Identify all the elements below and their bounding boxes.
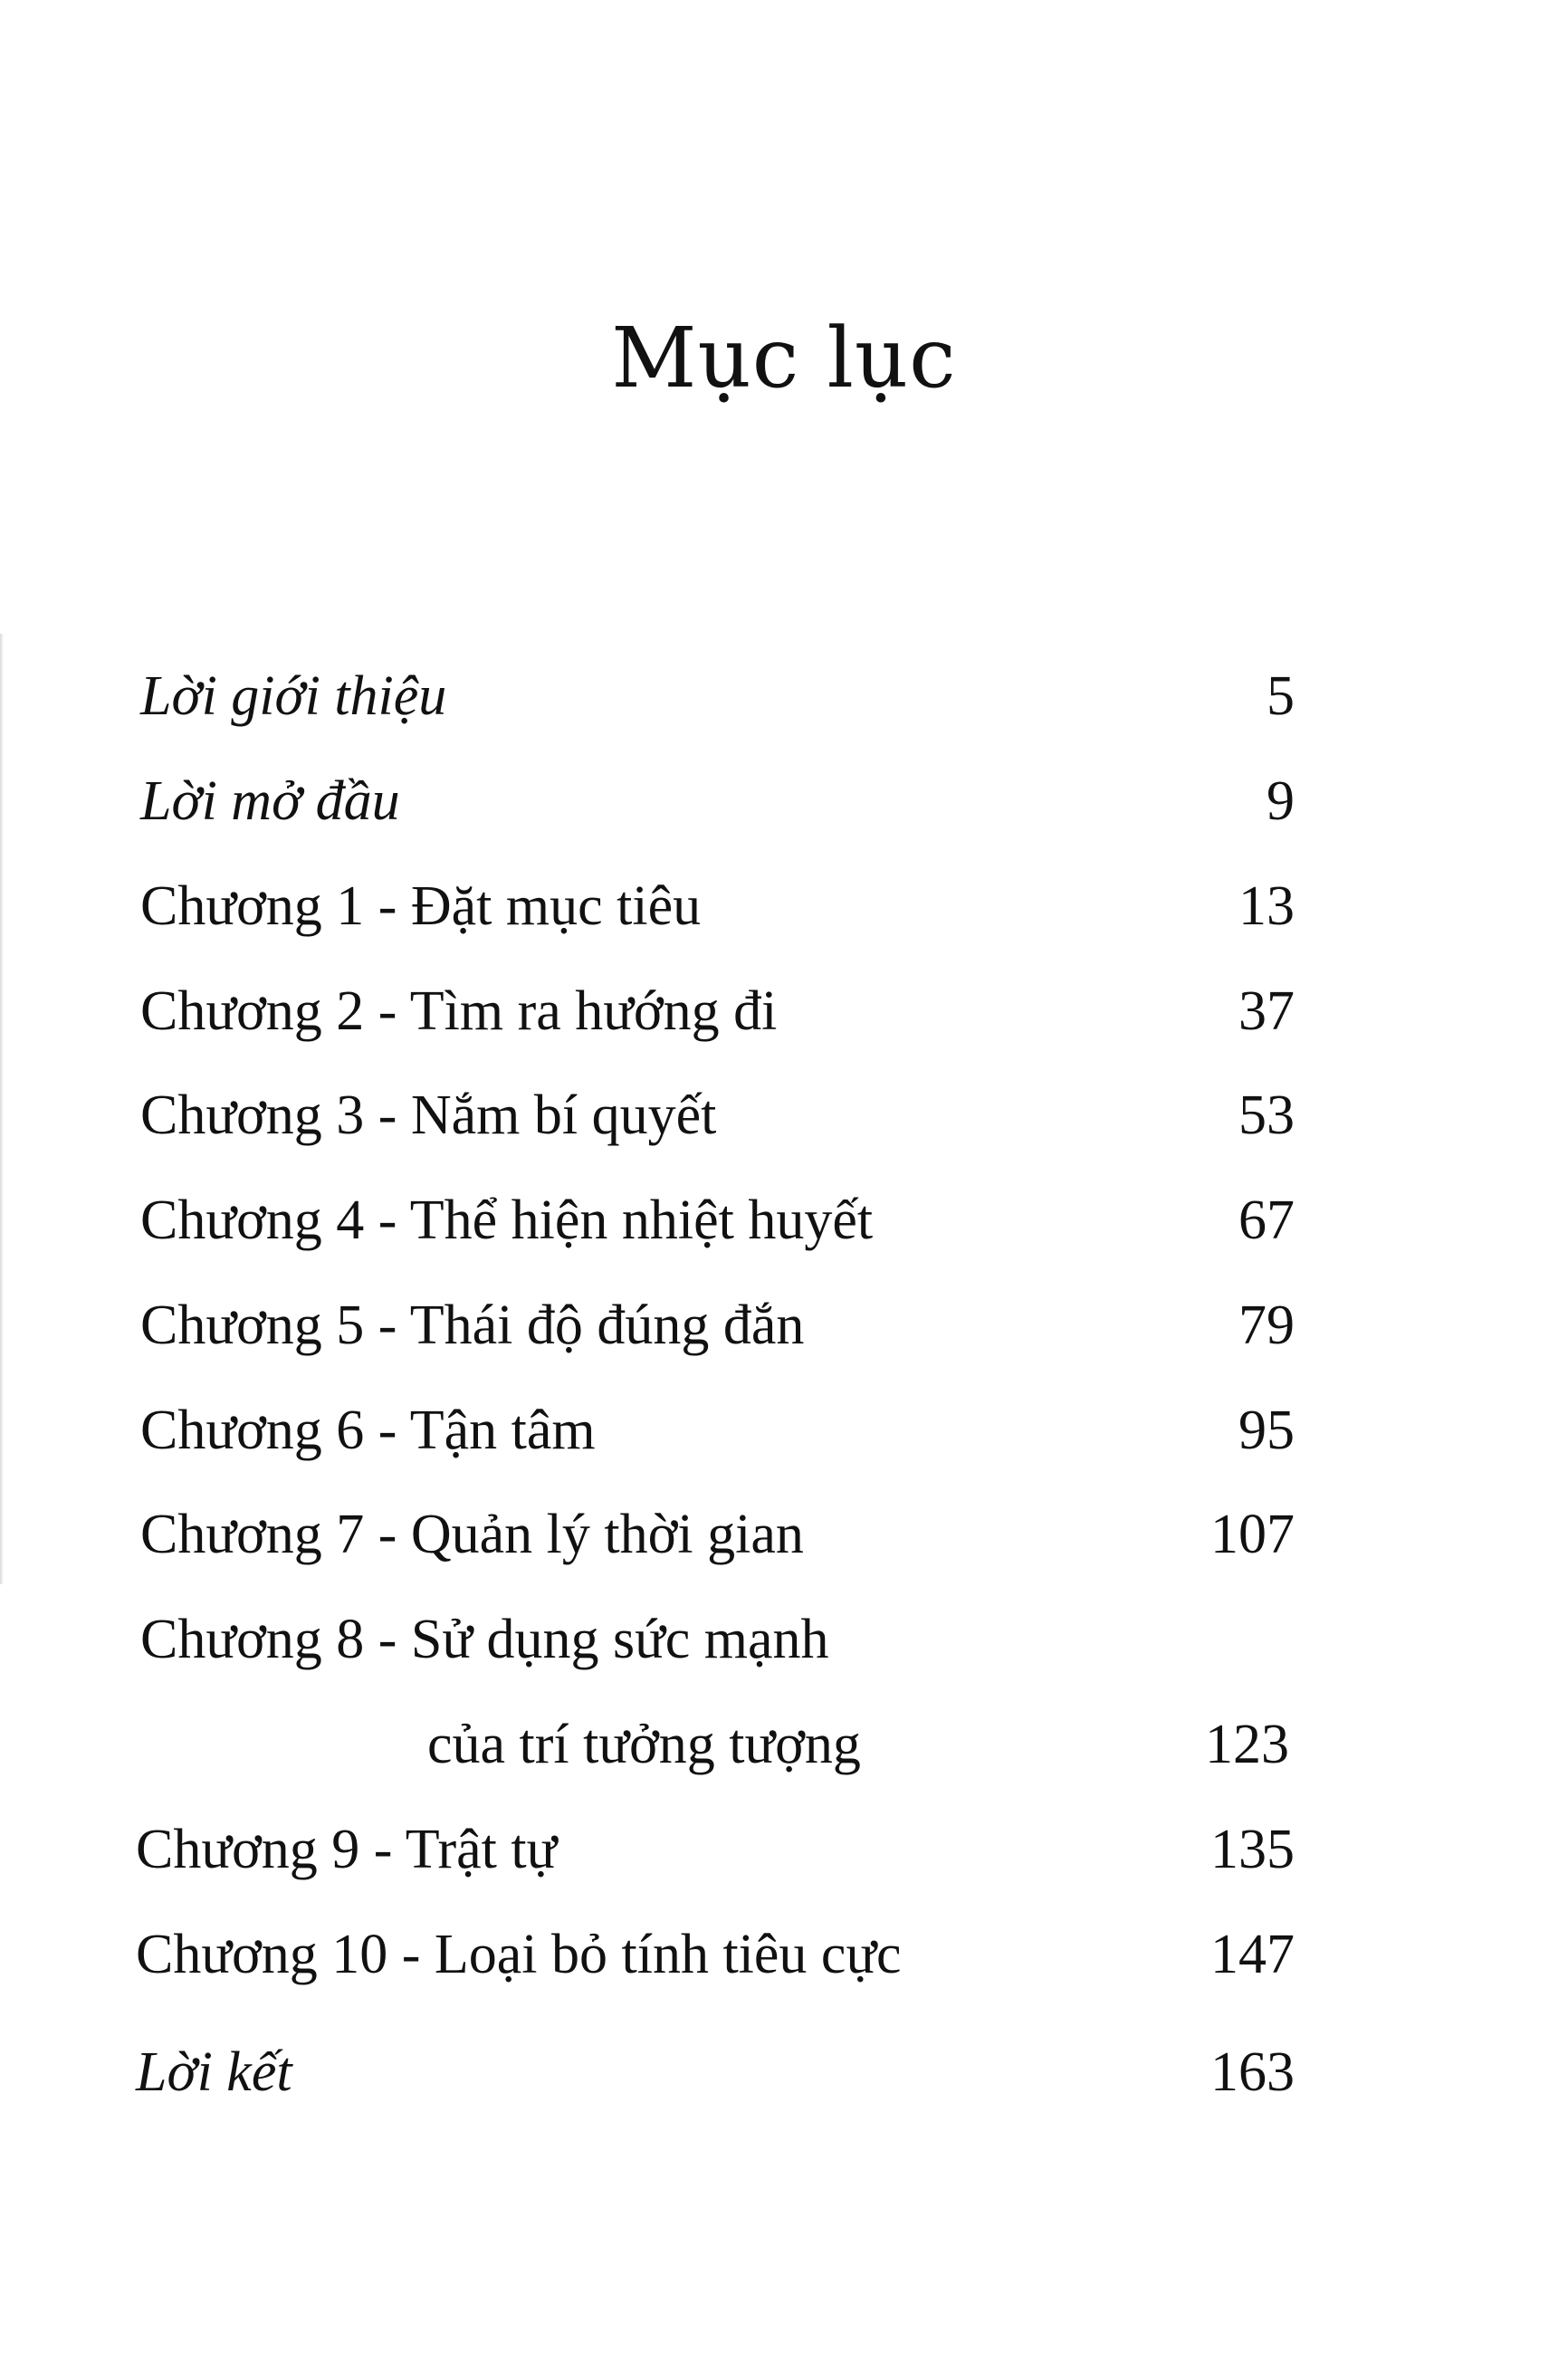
toc-entry-page: 37 (1238, 980, 1295, 1042)
toc-entry-page: 67 (1238, 1190, 1295, 1251)
toc-entry-page: 107 (1210, 1504, 1295, 1565)
toc-entry-label: Lời kết (136, 2041, 292, 2103)
toc-entry-label-continued: của trí tưởng tượng (427, 1714, 861, 1775)
toc-entry-page: 53 (1238, 1085, 1295, 1146)
toc-entry-label: Chương 3 - Nắm bí quyết (140, 1085, 717, 1146)
toc-entry-page: 147 (1210, 1924, 1295, 1985)
toc-entry-label: Lời giới thiệu (140, 665, 447, 727)
toc-entry-label: Chương 2 - Tìm ra hướng đi (140, 980, 778, 1042)
toc-entry-label: Chương 9 - Trật tự (136, 1819, 558, 1880)
toc-entry-page: 79 (1238, 1295, 1295, 1356)
toc-entry-page: 135 (1210, 1819, 1295, 1880)
toc-entry-label: Chương 10 - Loại bỏ tính tiêu cực (136, 1924, 902, 1985)
toc-entry-label: Chương 8 - Sử dụng sức mạnh (140, 1609, 829, 1670)
toc-entry-label: Chương 5 - Thái độ đúng đắn (140, 1295, 805, 1356)
toc-entry-page: 95 (1238, 1400, 1295, 1461)
toc-entry-page: 13 (1238, 875, 1295, 937)
toc-entry-label: Lời mở đầu (140, 770, 400, 832)
toc-entry-label: Chương 4 - Thể hiện nhiệt huyết (140, 1190, 874, 1251)
toc-entry-label: Chương 6 - Tận tâm (140, 1400, 596, 1461)
toc-entry-page: 5 (1267, 665, 1295, 727)
page-title: Mục lục (611, 309, 957, 406)
toc-entry-label: Chương 7 - Quản lý thời gian (140, 1504, 804, 1565)
toc-entry-label: Chương 1 - Đặt mục tiêu (140, 875, 702, 937)
toc-entry-page: 163 (1210, 2041, 1295, 2103)
toc-entry-page: 123 (1205, 1714, 1289, 1775)
toc-entry-page: 9 (1267, 770, 1295, 832)
